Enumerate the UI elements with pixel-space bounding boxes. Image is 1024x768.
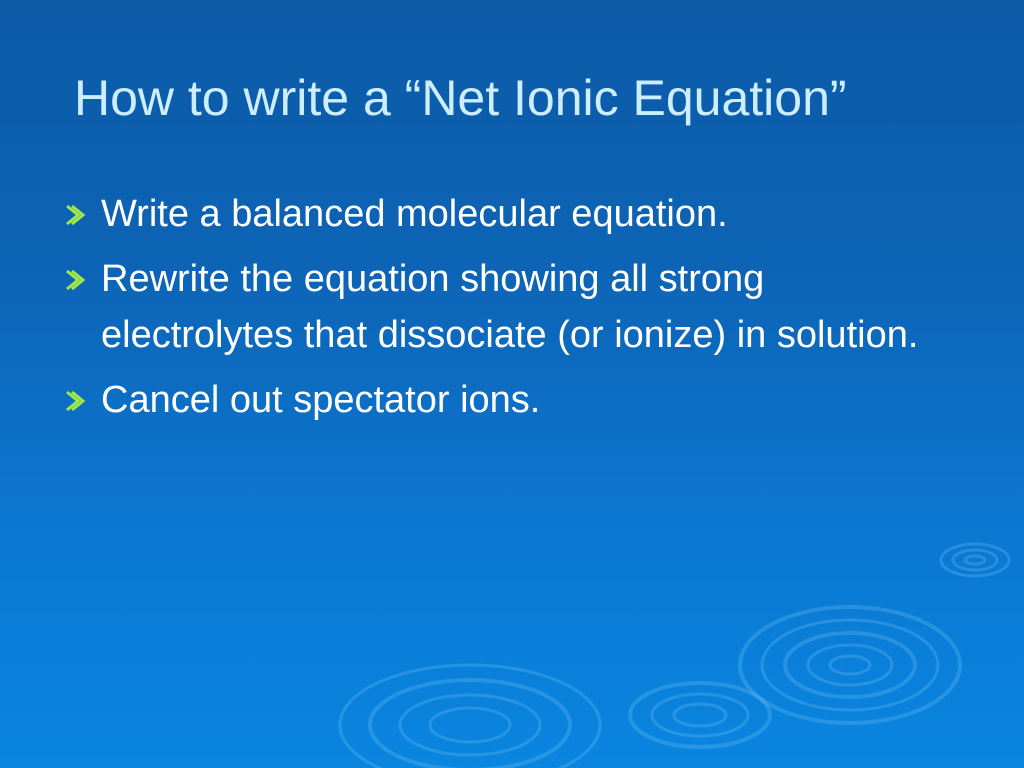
arrow-bullet-icon [62,389,88,413]
bullet-item [62,186,922,242]
arrow-bullet-icon [62,268,88,292]
bullet-text: Rewrite the equation showing all strong electrolytes that dissociate (or ionize) in solution. [101,258,919,356]
bullet-text: Write a balanced molecular equation. [101,193,728,235]
bullet-item [62,251,922,363]
bullet-item [62,372,922,428]
bullet-text: Cancel out spectator ions. [101,379,541,421]
slide-title: How to write a “Net Ionic Equation” [74,70,847,126]
bullet-list [62,186,922,437]
arrow-bullet-icon [62,203,88,227]
